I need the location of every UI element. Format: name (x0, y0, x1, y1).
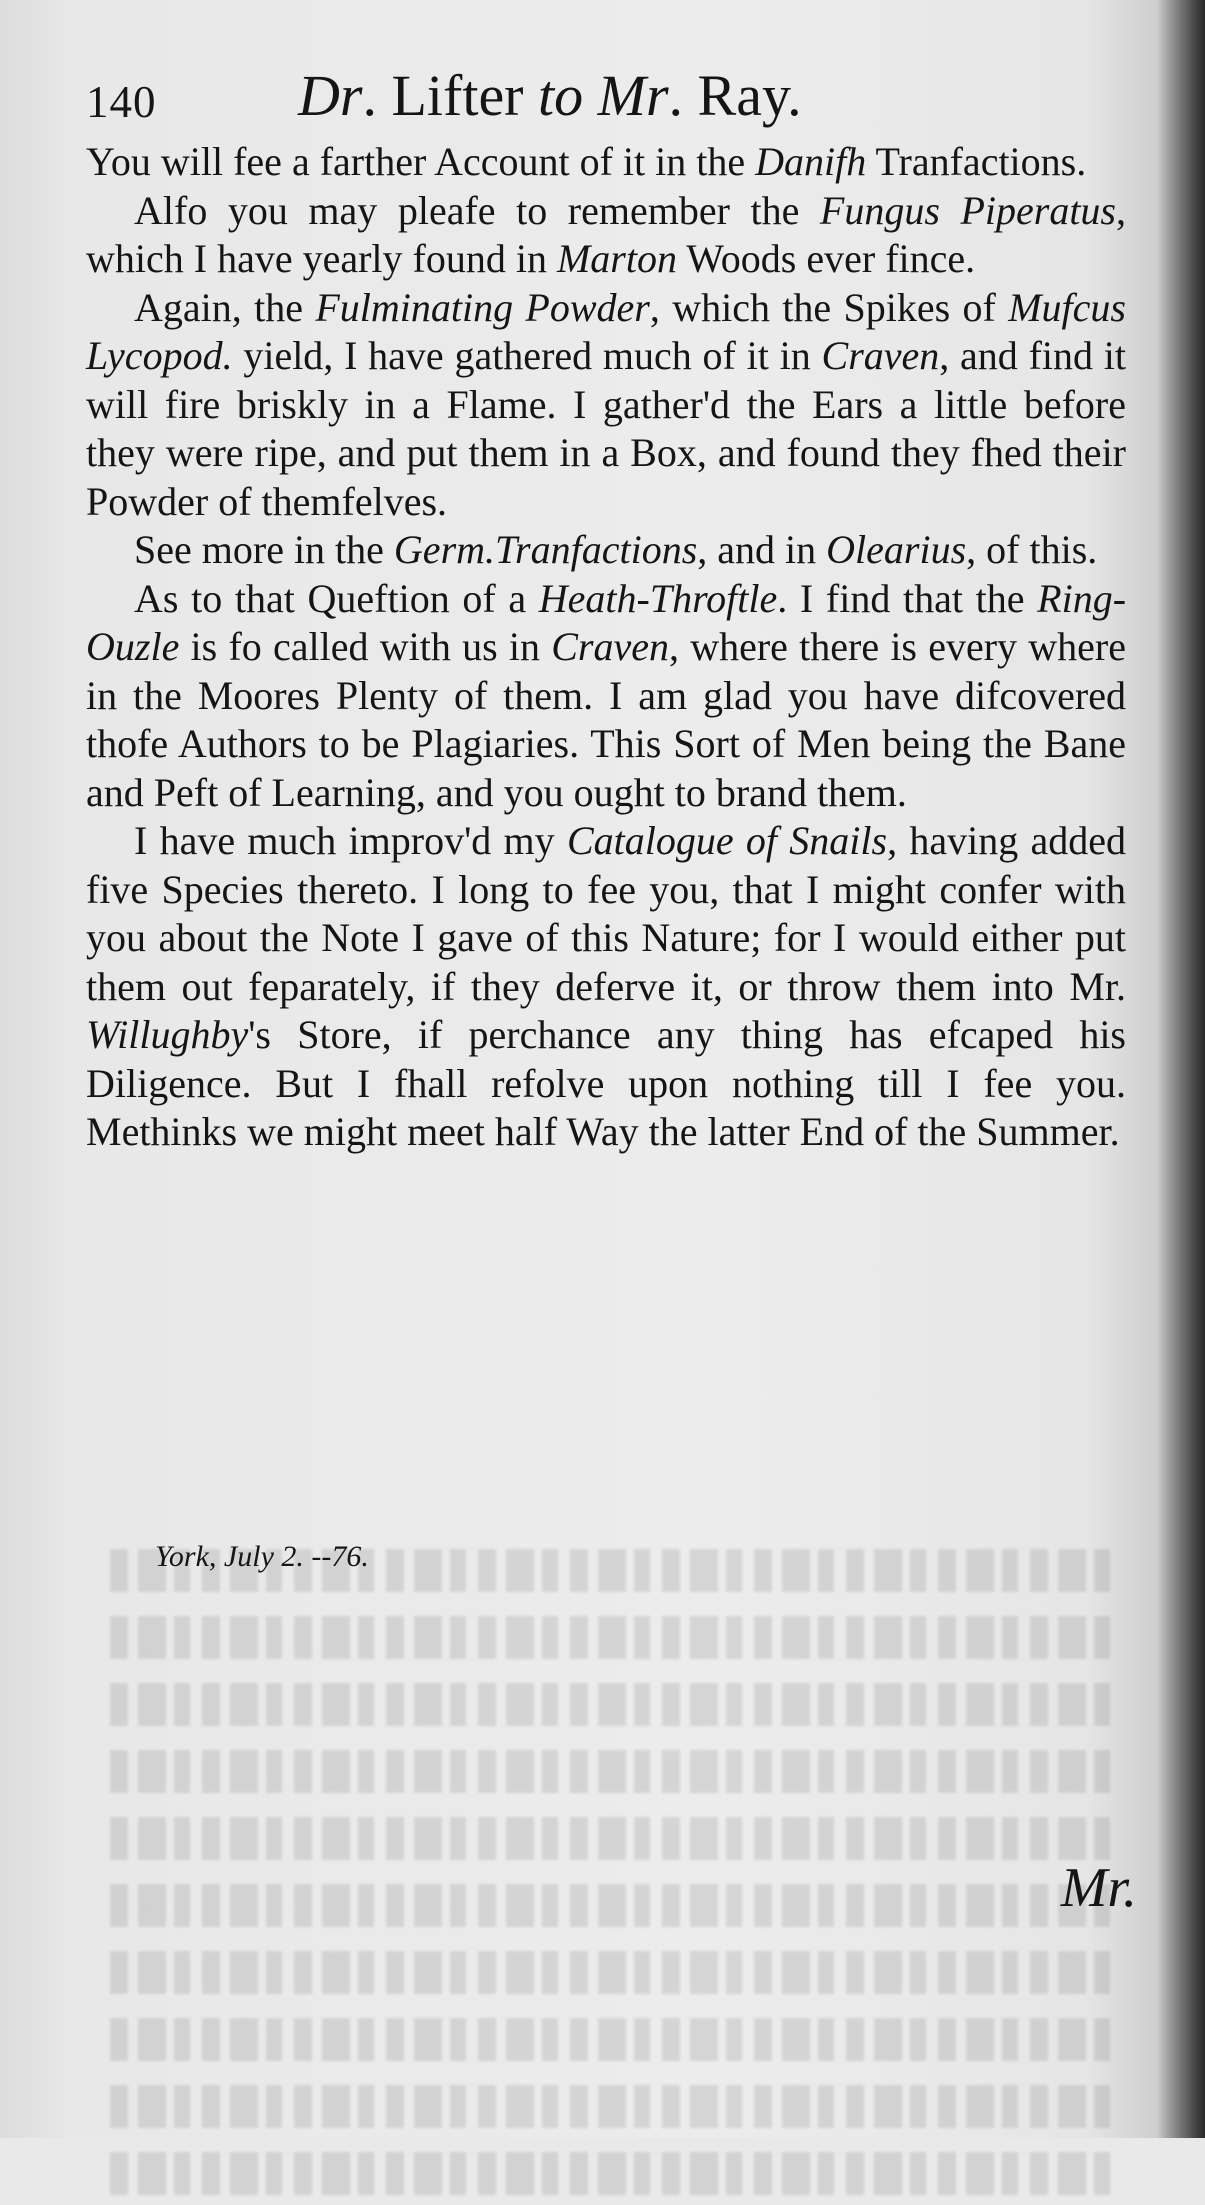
paragraph (86, 817, 1126, 1157)
text-run: , and in (697, 527, 827, 572)
italic-run: Willughby (86, 1012, 249, 1057)
title-mr: Mr (597, 63, 669, 128)
text-run: Alfo you may pleafe to remember the (134, 187, 820, 233)
italic-run: Germ.Tranfactions (393, 527, 698, 572)
running-title (298, 62, 802, 129)
text-run: 's Store, if perchance any thing has efcaped his Diligence. But I fhall refolve upon nothing till I fee you. Methinks we might meet half Way the latter End of the Summer. (86, 1012, 1126, 1154)
italic-run: Catalogue of Snails (566, 818, 888, 863)
paragraph (86, 187, 1126, 284)
italic-run: Danifh (755, 139, 867, 184)
paragraph (86, 526, 1126, 575)
italic-run: Mufcus Lycopod. (86, 284, 1126, 378)
title-lister: . Lifter (362, 63, 524, 128)
text-run: , of this. (966, 527, 1098, 572)
text-run: , and find it will fire briskly in a Flame. I gather'd the Ears a little before they were ripe, and put them in a Box, and found they fhed their Powder of themfelves. (86, 333, 1127, 524)
italic-run: Fulminating Powder (315, 284, 650, 330)
text-run: See more in the (134, 527, 394, 572)
text-run: yield, I have gathered much of it in (232, 333, 822, 378)
italic-run: Craven (821, 333, 940, 378)
paragraph (86, 138, 1126, 187)
paragraph (86, 284, 1126, 527)
letter-body (86, 138, 1126, 1157)
paragraph (86, 575, 1126, 818)
italic-run: Craven (551, 624, 669, 669)
text-run: I have much improv'd my (134, 818, 567, 863)
text-run: Woods ever fince. (676, 236, 976, 281)
page-header (86, 60, 1126, 140)
text-run: is fo called with us in (179, 624, 552, 669)
italic-run: Olearius (826, 527, 967, 572)
bleed-through-text (100, 1535, 1110, 2075)
italic-run: Fungus Piperatus (819, 187, 1116, 233)
text-run: Tranfactions. (866, 139, 1087, 184)
text-run: You will fee a farther Account of it in the (86, 139, 756, 184)
text-run: Again, the (134, 284, 316, 330)
text-run: As to that Queftion of a (134, 575, 539, 621)
page-gutter-shadow (1157, 0, 1205, 2138)
text-run: , which the Spikes of (649, 284, 1009, 330)
title-dr: Dr (298, 63, 363, 128)
catchword: Mr. (1060, 1857, 1137, 1919)
title-to: to (538, 63, 584, 128)
italic-run: Heath-Throftle (538, 575, 778, 621)
italic-run: Ring-Ouzle (86, 575, 1127, 669)
text-run: , where there is every where in the Moores Plenty of them. I am glad you have difcovered thofe Authors to be Plagiaries. This Sort of Men being the Bane and Peft of Learning, and you ought to brand them. (86, 624, 1127, 815)
title-ray: . Ray. (668, 63, 802, 128)
text-run: , having added five Species thereto. I long to fee you, that I might confer with you about the Note I gave of this Nature; for I would either put them out feparately, if they deferve it, or throw them into Mr. (86, 818, 1127, 1009)
italic-run: Marton (556, 236, 677, 281)
page-number: 140 (86, 77, 157, 127)
text-run: . I find that the (777, 575, 1038, 621)
text-run: , which I have yearly found in (86, 187, 1126, 281)
dateline: York, July 2. --76. (155, 1540, 369, 1573)
